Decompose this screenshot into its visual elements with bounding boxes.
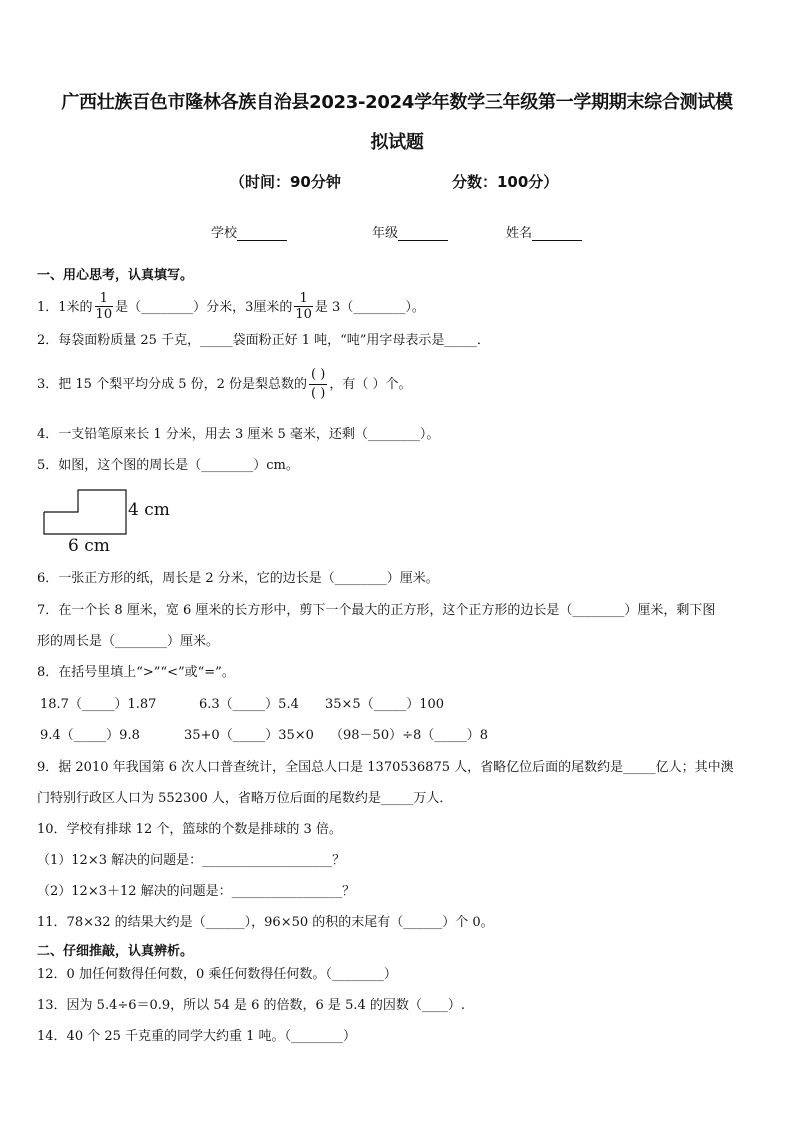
question-13: 13．因为 5.4÷6＝0.9，所以 54 是 6 的倍数，6 是 5.4 的因数（____）. <box>37 998 466 1013</box>
frac-num-blank: ( ) <box>309 366 327 385</box>
fraction-1-10 <box>95 291 114 322</box>
section-1-heading: 一、用心思考，认真填写。 <box>37 268 194 283</box>
q8-item[interactable]: 18.7（_____）1.87 <box>40 697 157 712</box>
question-4: 4．一支铅笔原来长 1 分米，用去 3 厘米 5 毫米，还剩（________）。 <box>37 427 440 442</box>
question-9-line1: 9．据 2010 年我国第 6 次人口普查统计，全国总人口是 1370536875 人，省略亿位后面的尾数约是_____亿人；其中澳 <box>37 760 734 775</box>
fraction-1-10-b <box>294 291 313 322</box>
perimeter-figure <box>40 488 180 558</box>
frac-den: 10 <box>295 307 312 322</box>
question-7-line1: 7．在一个长 8 厘米，宽 6 厘米的长方形中，剪下一个最大的正方形，这个正方形的边长是（________）厘米，剩下图 <box>37 603 716 618</box>
exam-title-line2: 拟试题 <box>370 132 424 153</box>
question-10: 10．学校有排球 12 个，篮球的个数是排球的 3 倍。 <box>37 822 342 837</box>
q3-text-b: ，有（ ）个。 <box>329 377 412 392</box>
question-6: 6．一张正方形的纸，周长是 2 分米，它的边长是（________）厘米。 <box>37 571 439 586</box>
section-2-heading: 二、仔细推敲，认真辨析。 <box>37 944 194 959</box>
step-shape-diagram <box>40 488 180 558</box>
q1-text-a: 1．1米的 <box>37 300 93 315</box>
question-12: 12．0 加任何数得任何数，0 乘任何数得任何数。（________） <box>37 967 397 982</box>
question-1 <box>37 292 425 323</box>
name-field[interactable] <box>506 222 582 241</box>
frac-den: 10 <box>95 307 113 322</box>
frac-den-blank: ( ) <box>311 386 326 401</box>
q8-item[interactable]: （98－50）÷8（_____）8 <box>330 728 489 743</box>
q1-text-b: 是（________）分米，3厘米的 <box>115 300 293 315</box>
q8-item[interactable]: 9.4（_____）9.8 <box>40 728 140 743</box>
question-10-2: （2）12×3＋12 解决的问题是：_________________？ <box>37 884 356 899</box>
question-8: 8．在括号里填上“>”“<”或“=”。 <box>37 665 235 680</box>
name-label: 姓名 <box>506 226 533 241</box>
q8-item[interactable]: 35×5（_____）100 <box>325 697 445 712</box>
question-10-1: （1）12×3 解决的问题是：____________________？ <box>37 853 346 868</box>
question-3 <box>37 366 411 403</box>
height-label: 4 cm <box>128 500 170 520</box>
q3-text-a: 3．把 15 个梨平均分成 5 份，2 份是梨总数的 <box>37 377 308 392</box>
grade-label: 年级 <box>372 226 399 241</box>
question-14: 14．40 个 25 千克重的同学大约重 1 吨。（________） <box>37 1029 357 1044</box>
frac-num: 1 <box>294 291 313 307</box>
score-label: 分数：100分） <box>452 173 559 191</box>
q8-item[interactable]: 35+0（_____）35×0 <box>184 728 314 743</box>
school-field[interactable] <box>211 222 287 241</box>
fraction-blank[interactable] <box>309 366 327 403</box>
time-label: （时间：90分钟 <box>230 173 341 191</box>
width-label: 6 cm <box>68 536 110 556</box>
school-label: 学校 <box>211 226 238 241</box>
question-2: 2．每袋面粉质量 25 千克，_____袋面粉正好 1 吨，“吨”用字母表示是_____． <box>37 333 490 348</box>
question-5: 5．如图，这个图的周长是（________）cm。 <box>37 458 299 473</box>
exam-title-line1: 广西壮族百色市隆林各族自治县2023-2024学年数学三年级第一学期期末综合测试模 <box>61 92 733 113</box>
question-7-line2: 形的周长是（________）厘米。 <box>37 634 220 649</box>
q1-text-c: 是 3（________）。 <box>314 300 425 315</box>
question-11: 11．78×32 的结果大约是（______），96×50 的积的末尾有（______）个 0。 <box>37 915 494 930</box>
q8-item[interactable]: 6.3（_____）5.4 <box>199 697 299 712</box>
question-9-line2: 门特别行政区人口为 552300 人，省略万位后面的尾数约是_____万人． <box>37 791 453 806</box>
frac-num: 1 <box>95 291 114 307</box>
grade-field[interactable] <box>372 222 448 241</box>
